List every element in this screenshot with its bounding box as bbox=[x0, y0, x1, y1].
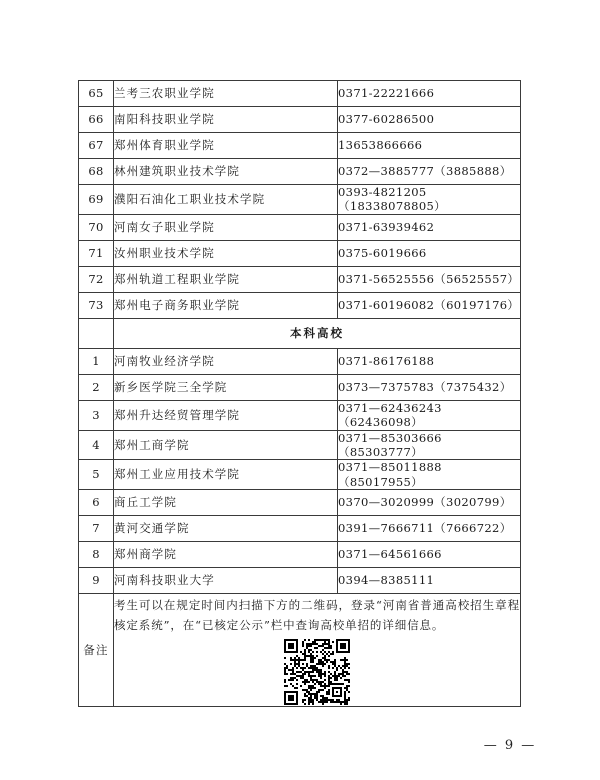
school-contact-table bbox=[78, 80, 521, 707]
school-phone: 0377-60286500 bbox=[338, 107, 521, 133]
row-number: 7 bbox=[79, 516, 114, 542]
row-number: 71 bbox=[79, 240, 114, 266]
table-row bbox=[79, 266, 521, 292]
remarks-text: 考生可以在规定时间内扫描下方的二维码，登录“河南省普通高校招生章程核定系统”，在“已核定公示”栏中查询高校单招的详细信息。 bbox=[114, 597, 520, 632]
school-phone: 0372—3885777（3885888） bbox=[338, 159, 521, 185]
page-number-text: — 9 — bbox=[483, 738, 537, 753]
qr-code-wrapper bbox=[114, 639, 520, 705]
school-name: 郑州工业应用技术学院 bbox=[114, 460, 338, 490]
school-name: 商丘工学院 bbox=[114, 490, 338, 516]
school-phone: 0371—62436243（62436098） bbox=[338, 400, 521, 430]
section-header-blank-cell bbox=[79, 318, 114, 348]
school-name: 郑州轨道工程职业学院 bbox=[114, 266, 338, 292]
school-name: 河南牧业经济学院 bbox=[114, 348, 338, 374]
row-number: 8 bbox=[79, 542, 114, 568]
table-row bbox=[79, 542, 521, 568]
school-phone: 0371-60196082（60197176） bbox=[338, 292, 521, 318]
school-phone: 0391—7666711（7666722） bbox=[338, 516, 521, 542]
school-name: 林州建筑职业技术学院 bbox=[114, 159, 338, 185]
row-number: 4 bbox=[79, 430, 114, 460]
table-row bbox=[79, 81, 521, 107]
school-name: 郑州升达经贸管理学院 bbox=[114, 400, 338, 430]
row-number: 9 bbox=[79, 568, 114, 594]
school-name: 郑州体育职业学院 bbox=[114, 133, 338, 159]
school-phone: 0394—8385111 bbox=[338, 568, 521, 594]
remarks-row bbox=[79, 594, 521, 707]
school-name: 新乡医学院三全学院 bbox=[114, 374, 338, 400]
school-phone: 0371—85011888（85017955） bbox=[338, 460, 521, 490]
row-number: 3 bbox=[79, 400, 114, 430]
table-row bbox=[79, 460, 521, 490]
table-row bbox=[79, 374, 521, 400]
remarks-label: 备注 bbox=[79, 594, 114, 707]
school-name: 黄河交通学院 bbox=[114, 516, 338, 542]
row-number: 66 bbox=[79, 107, 114, 133]
table-body bbox=[79, 81, 521, 707]
school-name: 南阳科技职业学院 bbox=[114, 107, 338, 133]
table-row bbox=[79, 568, 521, 594]
school-phone: 0371-86176188 bbox=[338, 348, 521, 374]
table-row bbox=[79, 516, 521, 542]
school-phone: 0371-56525556（56525557） bbox=[338, 266, 521, 292]
row-number: 65 bbox=[79, 81, 114, 107]
row-number: 70 bbox=[79, 214, 114, 240]
school-name: 濮阳石油化工职业技术学院 bbox=[114, 185, 338, 215]
school-name: 河南女子职业学院 bbox=[114, 214, 338, 240]
row-number: 6 bbox=[79, 490, 114, 516]
table-row bbox=[79, 159, 521, 185]
table-row bbox=[79, 240, 521, 266]
row-number: 2 bbox=[79, 374, 114, 400]
table-row bbox=[79, 400, 521, 430]
school-phone: 0393-4821205（18338078805） bbox=[338, 185, 521, 215]
school-name: 河南科技职业大学 bbox=[114, 568, 338, 594]
table-row bbox=[79, 292, 521, 318]
school-phone: 0375-6019666 bbox=[338, 240, 521, 266]
section-header-undergraduate: 本科高校 bbox=[114, 318, 521, 348]
school-phone: 0371—64561666 bbox=[338, 542, 521, 568]
row-number: 68 bbox=[79, 159, 114, 185]
row-number: 5 bbox=[79, 460, 114, 490]
row-number: 69 bbox=[79, 185, 114, 215]
section-header-row bbox=[79, 318, 521, 348]
table-row bbox=[79, 430, 521, 460]
table-row bbox=[79, 490, 521, 516]
school-name: 郑州电子商务职业学院 bbox=[114, 292, 338, 318]
school-phone: 0371-63939462 bbox=[338, 214, 521, 240]
school-phone: 0371—85303666（85303777） bbox=[338, 430, 521, 460]
qr-code-image bbox=[284, 639, 350, 705]
school-phone: 0371-22221666 bbox=[338, 81, 521, 107]
remarks-body bbox=[114, 594, 521, 707]
table-row bbox=[79, 185, 521, 215]
school-phone: 13653866666 bbox=[338, 133, 521, 159]
row-number: 1 bbox=[79, 348, 114, 374]
row-number: 73 bbox=[79, 292, 114, 318]
table-row bbox=[79, 348, 521, 374]
row-number: 67 bbox=[79, 133, 114, 159]
page-number bbox=[0, 738, 600, 753]
school-name: 汝州职业技术学院 bbox=[114, 240, 338, 266]
table-row bbox=[79, 133, 521, 159]
school-phone: 0370—3020999（3020799） bbox=[338, 490, 521, 516]
row-number: 72 bbox=[79, 266, 114, 292]
school-name: 郑州工商学院 bbox=[114, 430, 338, 460]
school-phone: 0373—7375783（7375432） bbox=[338, 374, 521, 400]
table-row bbox=[79, 214, 521, 240]
school-name: 郑州商学院 bbox=[114, 542, 338, 568]
school-name: 兰考三农职业学院 bbox=[114, 81, 338, 107]
table-row bbox=[79, 107, 521, 133]
